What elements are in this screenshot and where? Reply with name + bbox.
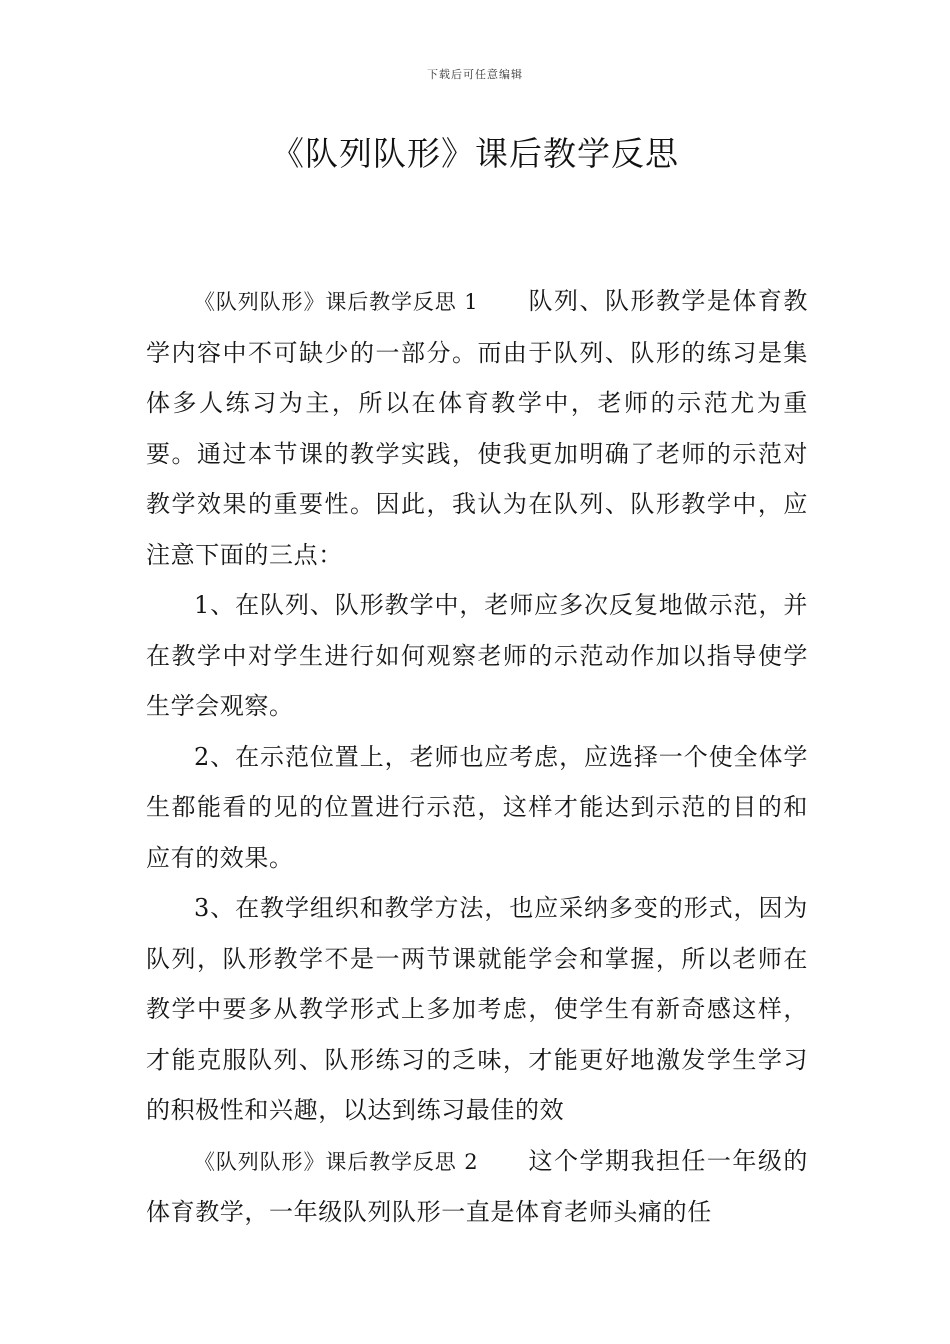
section-heading-1: 《队列队形》课后教学反思 1 bbox=[194, 290, 478, 314]
paragraph-point-2 bbox=[146, 732, 808, 884]
section-heading-2: 《队列队形》课后教学反思 2 bbox=[194, 1149, 478, 1174]
paragraph-point-1 bbox=[146, 580, 808, 732]
paragraph-text: 队列、队形教学是体育教学内容中不可缺少的一部分。而由于队列、队形的练习是集体多人练习为主，所以在体育教学中，老师的示范尤为重要。通过本节课的教学实践，使我更加明确了老师的示范对教学效果的重要性。因此，我认为在队列、队形教学中，应注意下面的三点： bbox=[146, 287, 808, 569]
paragraph-reflection-1 bbox=[146, 276, 808, 580]
document-title: 《队列队形》课后教学反思 bbox=[271, 134, 679, 173]
paragraph-text: 2、在示范位置上，老师也应考虑，应选择一个使全体学生都能看的见的位置进行示范，这样才能达到示范的目的和应有的效果。 bbox=[146, 742, 808, 872]
paragraph-text: 这个学期我担任一年级的体育教学，一年级队列队形一直是体育老师头痛的任 bbox=[146, 1146, 808, 1226]
paragraph-text: 3、在教学组织和教学方法，也应采纳多变的形式，因为队列，队形教学不是一两节课就能学会和掌握，所以老师在教学中要多从教学形式上多加考虑，使学生有新奇感这样，才能克服队列、队形练习的乏味，才能更好地激发学生学习的积极性和兴趣，以达到练习最佳的效 bbox=[146, 894, 808, 1124]
document-body bbox=[146, 276, 808, 1238]
paragraph-point-3 bbox=[146, 883, 808, 1136]
paragraph-text: 1、在队列、队形教学中，老师应多次反复地做示范，并在教学中对学生进行如何观察老师的示范动作加以指导使学生学会观察。 bbox=[146, 591, 808, 720]
paragraph-reflection-2 bbox=[146, 1136, 808, 1238]
header-note: 下载后可任意编辑 bbox=[427, 68, 523, 81]
